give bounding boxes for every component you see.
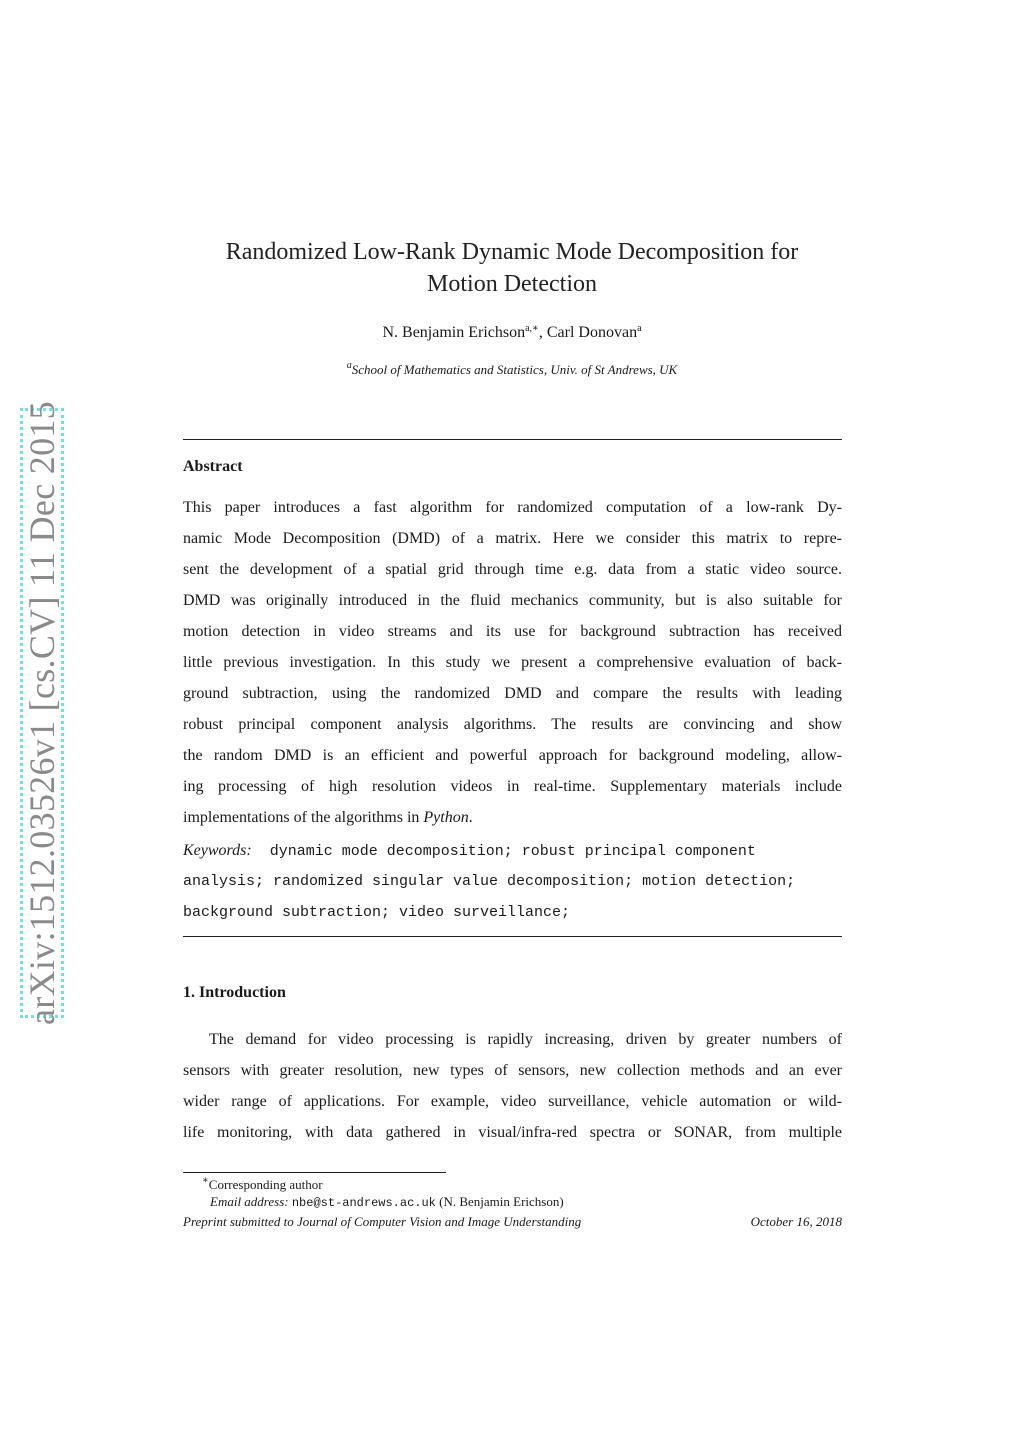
abstract-line: ground subtraction, using the randomized DMD and compare the results with leading — [183, 685, 842, 702]
preprint-footer — [183, 1214, 842, 1230]
abstract-heading: Abstract — [183, 458, 243, 475]
intro-line: The demand for video processing is rapidly increasing, driven by greater numbers of — [209, 1031, 842, 1048]
intro-line: sensors with greater resolution, new types of sensors, new collection methods and an ever — [183, 1062, 842, 1079]
intro-line: wider range of applications. For example, video surveillance, vehicle automation or wild- — [183, 1093, 842, 1110]
keywords-label: Keywords: — [183, 842, 252, 859]
abstract-line: ing processing of high resolution videos in real-time. Supplementary materials include — [183, 778, 842, 795]
abstract-body — [183, 492, 842, 833]
email-owner: (N. Benjamin Erichson) — [439, 1194, 564, 1209]
footnote-rule — [183, 1172, 446, 1173]
affiliation-mark: a — [346, 360, 352, 371]
author-donovan-marks: a — [637, 323, 642, 334]
abstract-line: This paper introduces a fast algorithm for randomized computation of a low-rank Dy- — [183, 499, 842, 516]
paper-title — [150, 236, 874, 300]
preprint-journal: Preprint submitted to Journal of Computer Vision and Image Understanding — [183, 1214, 582, 1229]
email-address-link[interactable]: nbe@st-andrews.ac.uk — [291, 1196, 436, 1210]
abstract-last-prefix: implementations of the algorithms in — [183, 809, 424, 826]
footnote-corresponding-text: Corresponding author — [208, 1177, 323, 1192]
email-label: Email address: — [210, 1194, 289, 1209]
title-line-1: Randomized Low-Rank Dynamic Mode Decomposition for — [225, 239, 799, 265]
abstract-line: sent the development of a spatial grid through time e.g. data from a static video source. — [183, 561, 842, 578]
abstract-python-emph: Python — [423, 809, 469, 826]
author-list — [150, 324, 874, 342]
footnote-corresponding — [202, 1177, 323, 1193]
keywords-line: background subtraction; video surveillance; — [183, 904, 571, 921]
abstract-line: robust principal component analysis algorithms. The results are convincing and show — [183, 716, 842, 733]
footnote-mark: ∗ — [202, 1175, 209, 1186]
abstract-line: little previous investigation. In this study we present a comprehensive evaluation of back- — [183, 654, 842, 671]
section-heading-introduction: 1. Introduction — [183, 984, 286, 1001]
author-erichson: N. Benjamin Erichson — [382, 324, 526, 341]
intro-line: life monitoring, with data gathered in visual/infra-red spectra or SONAR, from multiple — [183, 1124, 842, 1141]
affiliation — [150, 362, 874, 378]
abstract-line: namic Mode Decomposition (DMD) of a matrix. Here we consider this matrix to repre- — [183, 530, 842, 547]
preprint-date: October 16, 2018 — [750, 1214, 842, 1229]
arxiv-identifier[interactable]: arXiv:1512.03526v1 [cs.CV] 11 Dec 2015 — [22, 401, 62, 1025]
keywords-text: dynamic mode decomposition; robust principal component — [269, 843, 756, 860]
footnote-email — [210, 1194, 564, 1210]
keywords-block — [183, 835, 842, 928]
abstract-last-line — [183, 802, 842, 833]
abstract-line: DMD was originally introduced in the fluid mechanics community, but is also suitable for — [183, 592, 842, 609]
keywords-line — [183, 835, 842, 866]
introduction-body — [183, 1024, 842, 1148]
title-line-2: Motion Detection — [427, 271, 597, 297]
author-donovan: Carl Donovan — [546, 324, 638, 341]
abstract-line: motion detection in video streams and its use for background subtraction has received — [183, 623, 842, 640]
keywords-line: analysis; randomized singular value decomposition; motion detection; — [183, 873, 796, 890]
abstract-line: the random DMD is an efficient and powerful approach for background modeling, allow- — [183, 747, 842, 764]
author-separator: , — [538, 324, 547, 341]
abstract-top-rule — [183, 439, 842, 440]
author-erichson-marks: a,∗ — [525, 323, 539, 334]
abstract-bottom-rule — [183, 936, 842, 937]
affiliation-text: School of Mathematics and Statistics, Univ. of St Andrews, UK — [351, 362, 678, 377]
abstract-last-suffix: . — [468, 809, 473, 826]
